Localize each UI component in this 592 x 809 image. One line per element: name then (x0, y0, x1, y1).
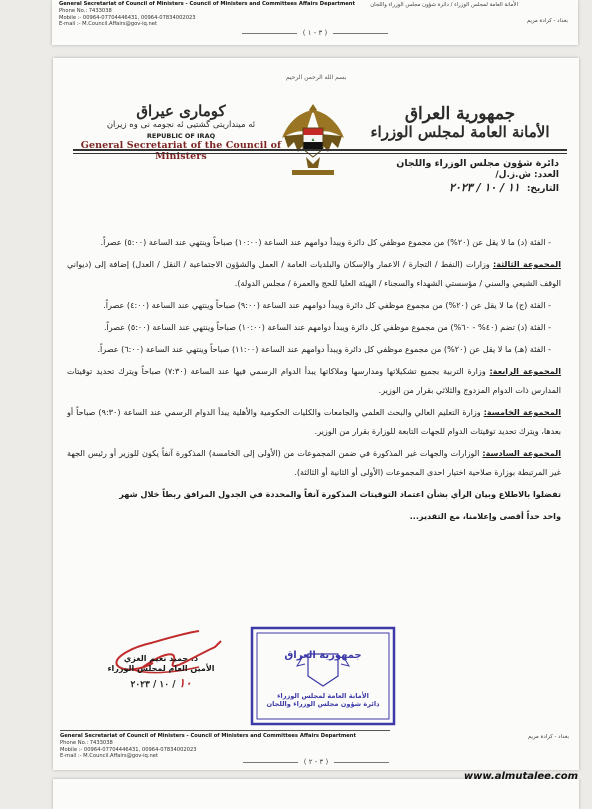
footer-line: General Secretariat of Council of Ministers - Council of Ministers and Committees Affairs Department (59, 1, 355, 7)
signature-date-rest: / ١٠ / ٢٠٢٣ (130, 680, 176, 691)
previous-page-footer-ar-mid: الأمانة العامة لمجلس الوزراء / دائرة شؤون مجلس الوزراء واللجان (370, 2, 518, 8)
footer-line: Phone No.: 7433038 (59, 7, 112, 14)
next-page-strip (53, 779, 579, 809)
group-six (67, 444, 561, 482)
header-republic: جمهورية العراق (404, 104, 516, 124)
stamp-title: جمهورية العراق (284, 650, 362, 661)
footer-line: Mobile :- 00964-07704446431, 00964-07834002023 (59, 14, 196, 21)
header-divider (73, 149, 567, 151)
footer-line: General Secretariat of Council of Ministers - Council of Ministers and Committees Affairs Department (60, 733, 356, 739)
group-four (67, 362, 561, 400)
group-text: وزارة التعليم العالي والبحث العلمي والجامعات والكليات الحكومية والأهلية يبدأ الدوام الرسمي عند الساعة (٩:٣٠) صباحاً أو بعدها، ويترك تحديد توقيتات الدوام للجهات التابعة للوزارة بقرار من الوزير. (67, 407, 561, 436)
group-text: وزارات (النفط / التجارة / الاعمار والإسكان والبلديات العامة / العمل والشؤون الاجتماعية / النقل / العدل) إضافة إلى (ديواني الوقف الشيعي والسني / مؤسستي الشهداء والسجناء / الهيئة العليا للحج والعمرة / مجلس الدولة). (67, 259, 561, 288)
header-secretariat: الأمانة العامة لمجلس الوزراء (370, 122, 550, 141)
group-text: الوزارات والجهات غير المذكورة في ضمن المجموعات من (الأولى إلى الخامسة) المذكورة آنفاً يكون للوزير أو رئيس الجهة غير المرتبطة بوزارة صلاحية اختيار احدى المجموعات (الأولى أو الثانية أو الثالثة). (67, 448, 561, 477)
main-document-page (53, 58, 579, 770)
group-label: المجموعة الخامسة: (483, 407, 561, 417)
stamp-line: دائرة شؤون مجلس الوزراء واللجان (266, 700, 380, 709)
paragraph: - الفئة (هـ) ما لا يقل عن (٢٠%) من مجموع موظفي كل دائرة ويبدأ دوامهم عند الساعة (١١:٠٠) صباحاً وينتهي عند الساعة (٦:٠٠) عصراً. (97, 344, 551, 354)
closing-line: تفضلوا بالاطلاع وبيان الرأي بشأن اعتماد التوقيتات المذكورة آنفاً والمحددة في الجدول المرافق ربطاً خلال شهر (119, 489, 561, 499)
group-text: وزارة التربية بجميع تشكيلاتها ومدارسها وملاكاتها يبدأ الدوام الرسمي فيها عند الساعة (٧:٣٠) صباحاً ويترك تحديد توقيتات المدارس ذات الدوام المزدوج والثلاثي بقرار من الوزير. (67, 366, 561, 395)
footer-line: E-mail :- M.Council.Affairs@gov-iq.net (59, 21, 157, 28)
previous-page-footer-ar: بغداد - كرادة مريم (526, 18, 568, 24)
page-number: ( ٣ - ٢ ) (53, 758, 579, 766)
group-five (67, 403, 561, 441)
header-kurdish-title: كومارى عيراق (136, 102, 226, 120)
group-label: المجموعة السادسة: (482, 448, 561, 458)
header-arabic-right (365, 106, 555, 140)
signature-block (91, 618, 231, 690)
footer-line: Mobile :- 00964-07704446431, 00964-07834002023 (60, 746, 197, 753)
footer-line: E-mail :- M.Council.Affairs@gov-iq.net (60, 753, 158, 760)
document-number: العدد: ش.ز.ل/ (495, 170, 559, 180)
department-name: دائرة شؤون مجلس الوزراء واللجان (396, 158, 559, 169)
group-three (67, 255, 561, 293)
signatory-name: د. حميد نعيم الغزي (123, 654, 199, 663)
signature-date (91, 676, 231, 690)
paragraph: - الفئة (ج) ما لا يقل عن (٢٠%) من مجموع موظفي كل دائرة ويبدأ دوامهم عند الساعة (٩:٠٠) صباحاً وينتهي عند الساعة (٤:٠٠) عصراً. (103, 300, 551, 310)
document-date (396, 181, 559, 196)
basmala: بسم الله الرحمن الرحيم (285, 74, 347, 81)
paragraph: - الفئة (د) تضم (٤٠% - ٦٠%) من مجموع موظفي كل دائرة ويبدأ دوامهم عند الساعة (١٠:٠٠) صباحاً وينتهي عند الساعة (٥:٠٠) عصراً. (103, 322, 551, 332)
group-label: المجموعة الثالثة: (492, 259, 561, 269)
header-republic-en: REPUBLIC OF IRAQ (146, 131, 216, 140)
previous-page-number: ( ٣ - ١ ) (52, 29, 578, 37)
date-label: التاريخ: (526, 184, 559, 195)
footer-line: Phone No.: 7433038 (60, 739, 113, 746)
page-footer-en (60, 730, 390, 760)
official-stamp-icon (248, 624, 398, 728)
previous-page-footer-en (59, 1, 355, 28)
paragraph: - الفئة (د) ما لا يقل عن (٢٠%) من مجموع موظفي كل دائرة ويبدأ دوامهم عند الساعة (١٠:٠٠) صباحاً وينتهي عند الساعة (٥:٠٠) عصراً. (100, 237, 551, 247)
site-watermark: www.almutalee.com (463, 771, 578, 782)
previous-page-strip (52, 0, 578, 45)
stamp-line: الأمانة العامة لمجلس الوزراء (277, 692, 369, 700)
group-label: المجموعة الرابعة: (489, 366, 561, 376)
header-divider-thin (73, 153, 567, 154)
date-value: ١١ / ١٠ / ٢٠٢٣ (449, 181, 520, 195)
closing-line: واحد حداً أقصى وإعلامنا، مع التقدير... (409, 511, 561, 521)
header-secretariat-en: General Secretariat of the Council of Ministers (80, 139, 282, 162)
header-kurdish-subtitle: ئه مينداريتى گشتيى ئه نجومه نى وه زيران (106, 119, 256, 130)
stamp-subtitle (253, 692, 393, 708)
letter-body (67, 233, 561, 529)
page-footer-ar: بغداد - كرادة مريم (527, 734, 569, 740)
document-meta (396, 158, 559, 196)
signatory-title: الأمين العام لمجلس الوزراء (107, 664, 215, 673)
signature-date-day: ١٠ (178, 676, 192, 691)
